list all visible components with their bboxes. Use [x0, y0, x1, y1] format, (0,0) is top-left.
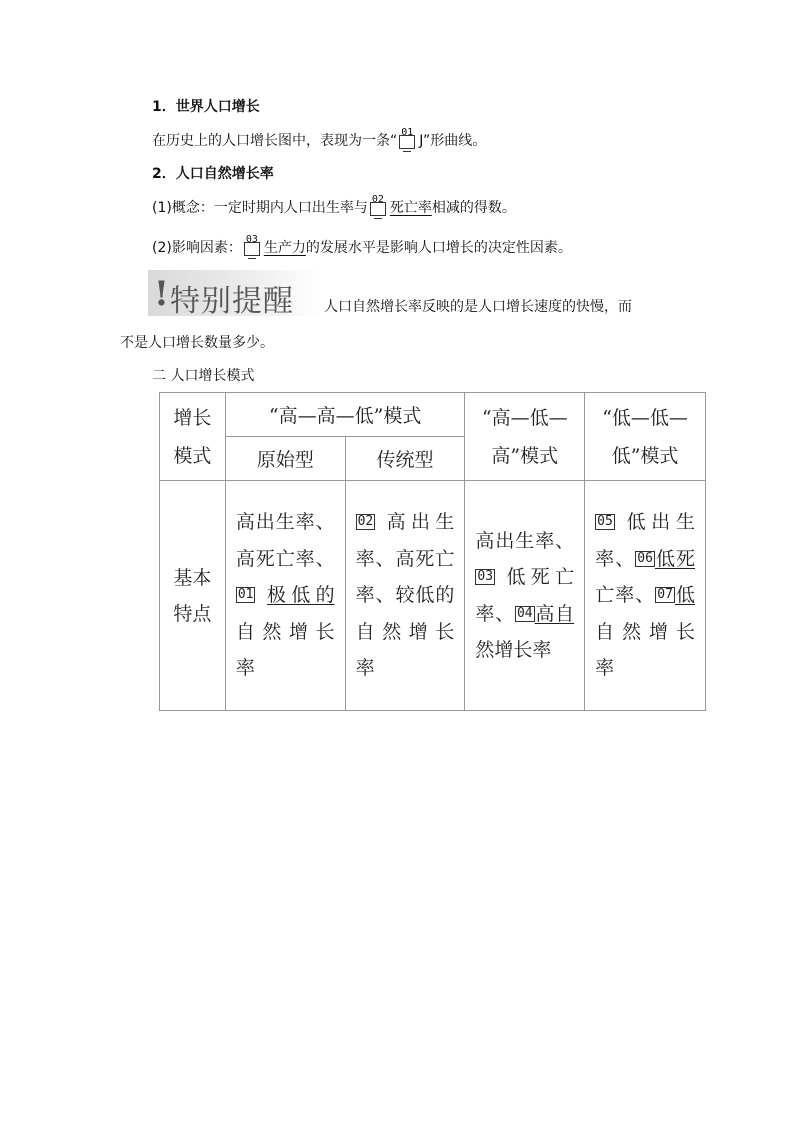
cell-high-low-high-features: 高出生率、 03 低死亡 率、 04 高自 然增长率: [465, 481, 585, 711]
section-2-item-2: [152, 234, 572, 258]
header-traditional-type: 传统型: [345, 437, 465, 481]
item-1-text-after: 相减的得数。: [431, 200, 516, 216]
section-2-item-1: [152, 194, 516, 218]
answer-marker-01: 01: [237, 587, 254, 603]
answer-marker-06: 06: [637, 550, 653, 566]
section-2-heading: 2．人口自然增长率: [152, 166, 274, 182]
tip-line-2: 不是人口增长数量多少。: [120, 335, 274, 351]
cell-primitive-features: 高出生率、 高死亡率、 01 极低的 自然增长 率: [225, 481, 345, 711]
row-label-basic-features: 基本 特点: [160, 481, 226, 711]
section-1-text: [152, 127, 487, 151]
item-2-text-before: (2)影响因素：: [152, 240, 242, 256]
section-1-text-after: ”形曲线。: [422, 133, 487, 149]
header-low-low-low: “低—低— 低”模式: [585, 393, 706, 481]
blank-answer-productivity: 生产力: [263, 240, 306, 256]
section-1-text-before: 在历史上的人口增长图中，表现为一条“: [152, 133, 398, 149]
answer-marker-03: 03: [477, 569, 494, 584]
item-2-text-after: 的发展水平是影响人口增长的决定性因素。: [305, 240, 572, 256]
item-1-text-before: (1)概念：一定时期内人口出生率与: [152, 200, 368, 216]
tip-line-1: 人口自然增长率反映的是人口增长速度的快慢，而: [324, 299, 632, 315]
answer-marker-05: 05: [597, 514, 613, 530]
exclamation-icon: !: [154, 274, 169, 314]
answer-marker-02: 02: [357, 514, 374, 530]
blank-answer-j: J: [419, 133, 423, 149]
section-1-heading: 1．世界人口增长: [152, 99, 260, 115]
blank-marker-01: 01: [399, 131, 417, 149]
blank-marker-03: 03: [244, 238, 262, 256]
banner-title: 特别提醒: [170, 284, 294, 319]
answer-marker-04: 04: [516, 605, 533, 621]
blank-answer-death-rate: 死亡率: [389, 200, 432, 216]
answer-marker-07: 07: [657, 587, 673, 603]
special-reminder-banner: [148, 270, 322, 319]
cell-traditional-features: 02 高出生 率、高死亡 率、较低的 自然增长 率: [345, 481, 465, 711]
header-high-high-low: “高—高—低”模式: [225, 393, 465, 437]
header-primitive-type: 原始型: [225, 437, 345, 481]
growth-mode-table: [159, 392, 706, 711]
cell-low-low-low-features: 05 低出生 率、 06 低死 亡率、 07 低 自然增长 率: [585, 481, 706, 711]
blank-marker-02: 02: [370, 198, 388, 216]
header-growth-mode: 增长 模式: [160, 393, 226, 481]
section-3-heading: 二 人口增长模式: [152, 368, 255, 384]
header-high-low-high: “高—低— 高”模式: [465, 393, 585, 481]
